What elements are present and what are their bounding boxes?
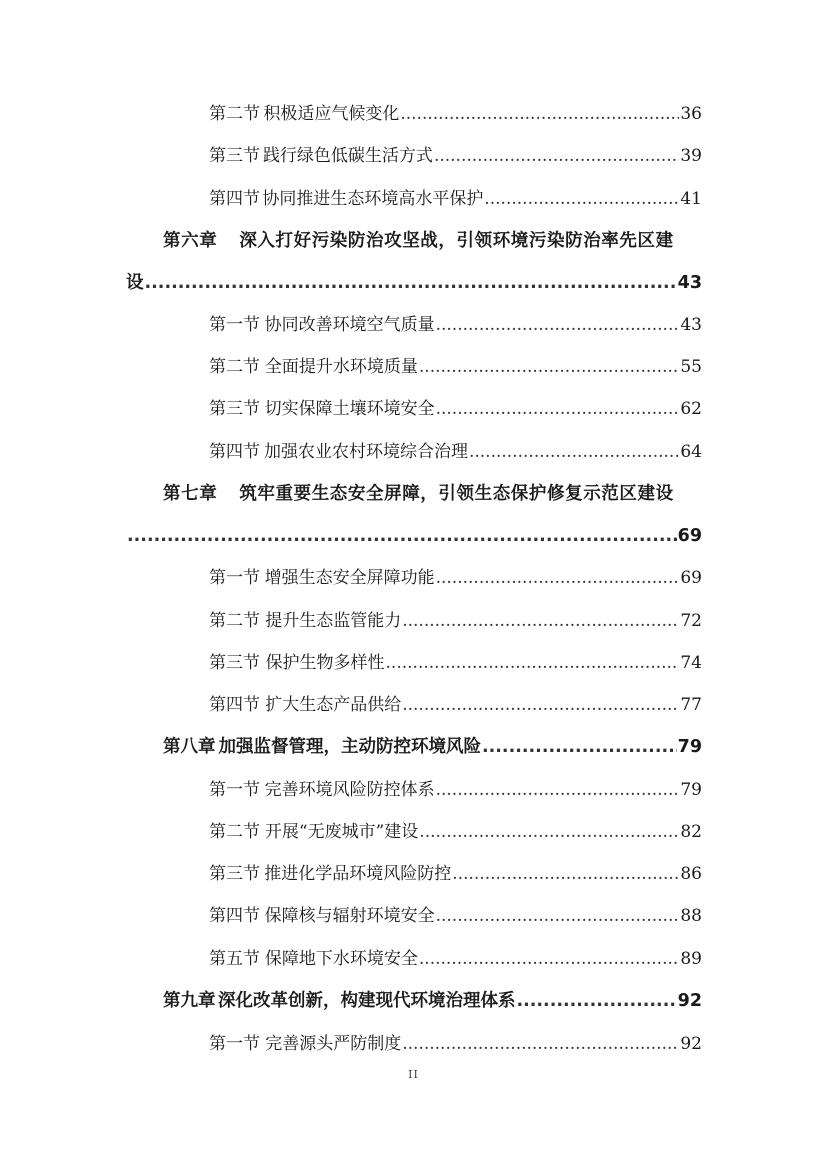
- toc-entry[interactable]: [209, 352, 702, 382]
- toc-title: 践行绿色低碳生活方式: [262, 146, 433, 166]
- toc-page: 86: [680, 864, 702, 884]
- toc-entry[interactable]: [209, 394, 702, 424]
- dot-leader: [469, 437, 679, 467]
- toc-entry[interactable]: [209, 901, 702, 931]
- toc-page: 77: [680, 695, 702, 715]
- toc-label: 第一节: [209, 1034, 260, 1054]
- dot-leader: [436, 394, 680, 424]
- toc-entry[interactable]: [209, 817, 702, 847]
- toc-title: 协同推进生态环境高水平保护: [262, 189, 484, 209]
- toc-label: 第四节: [209, 695, 260, 715]
- toc-label: 第九章: [163, 991, 216, 1011]
- toc-page: 72: [680, 611, 702, 631]
- toc-page: 43: [680, 315, 702, 335]
- dot-leader: [402, 690, 679, 720]
- toc-title: 提升生态监管能力: [265, 611, 402, 631]
- toc-entry[interactable]: [209, 437, 702, 467]
- toc-title: 协同改善环境空气质量: [264, 315, 435, 335]
- toc-page: 62: [680, 399, 702, 419]
- dot-leader: [434, 141, 679, 171]
- toc-title: 完善环境风险防控体系: [264, 780, 435, 800]
- dot-leader: [419, 817, 679, 847]
- toc-label: 第二节: [209, 822, 260, 842]
- toc-title: 加强监督管理，主动防控环境风险: [218, 737, 481, 757]
- toc-entry[interactable]: [209, 944, 702, 974]
- toc-title: 推进化学品环境风险防控: [264, 864, 452, 884]
- toc-page: 79: [680, 780, 702, 800]
- toc-label: 第六章: [163, 231, 218, 251]
- toc-title: 扩大生态产品供给: [265, 695, 402, 715]
- toc-chapter-entry-continued[interactable]: [126, 521, 702, 551]
- toc-entry[interactable]: [209, 648, 702, 678]
- dot-leader: [452, 859, 679, 889]
- toc-label: 第二节: [209, 104, 260, 124]
- toc-title: 全面提升水环境质量: [264, 357, 418, 377]
- toc-label: 第七章: [163, 484, 218, 504]
- dot-leader: [436, 563, 680, 593]
- dot-leader: [419, 352, 679, 382]
- toc-page: 69: [677, 526, 702, 546]
- toc-chapter-entry[interactable]: [163, 226, 702, 256]
- toc-label: 第二节: [209, 357, 260, 377]
- dot-leader: [386, 648, 680, 678]
- dot-leader: [484, 184, 679, 214]
- toc-title: 完善源头严防制度: [265, 1034, 402, 1054]
- toc-title: 开展“无废城市”建设: [264, 822, 419, 842]
- toc-title: 深化改革创新，构建现代环境治理体系: [217, 991, 516, 1011]
- toc-label: 第四节: [209, 189, 260, 209]
- dot-leader: [402, 1029, 679, 1059]
- toc-title: 加强农业农村环境综合治理: [263, 442, 468, 462]
- toc-page: 79: [677, 737, 702, 757]
- dot-leader: [402, 606, 679, 636]
- toc-chapter-entry-continued[interactable]: [126, 268, 702, 298]
- dot-leader: [482, 732, 677, 762]
- toc-page: 64: [680, 442, 702, 462]
- toc-chapter-entry[interactable]: [163, 986, 702, 1016]
- toc-entry[interactable]: [209, 141, 702, 171]
- dot-leader: [436, 310, 680, 340]
- dot-leader: [400, 99, 679, 129]
- toc-label: 第一节: [209, 568, 260, 588]
- toc-label: 第三节: [209, 399, 260, 419]
- dot-leader: [419, 944, 679, 974]
- toc-title: 保护生物多样性: [265, 653, 385, 673]
- toc-entry[interactable]: [209, 859, 702, 889]
- toc-label: 第一节: [209, 315, 260, 335]
- toc-label: 第三节: [209, 653, 260, 673]
- dot-leader: [436, 901, 680, 931]
- page-number-footer: II: [408, 1068, 419, 1081]
- toc-title: 切实保障土壤环境安全: [264, 399, 435, 419]
- toc-entry[interactable]: [209, 1029, 702, 1059]
- toc-title: 保障核与辐射环境安全: [264, 906, 435, 926]
- toc-page: 89: [680, 949, 702, 969]
- toc-label: 第五节: [209, 949, 260, 969]
- dot-leader: [145, 268, 677, 298]
- toc-entry[interactable]: [209, 775, 702, 805]
- toc-entry[interactable]: [209, 563, 702, 593]
- toc-page: 92: [677, 991, 702, 1011]
- toc-label: 第四节: [209, 442, 260, 462]
- toc-label: 第八章: [163, 737, 216, 757]
- toc-page: 69: [680, 568, 702, 588]
- toc-title: 积极适应气候变化: [263, 104, 400, 124]
- toc-page: 43: [677, 273, 702, 293]
- toc-title-line2: 设: [126, 273, 144, 293]
- toc-label: 第三节: [209, 146, 260, 166]
- toc-title-line1: 深入打好污染防治攻坚战，引领环境污染防治率先区建: [239, 231, 674, 251]
- toc-chapter-entry[interactable]: [163, 479, 702, 509]
- toc-page: 74: [680, 653, 702, 673]
- toc-page: 82: [680, 822, 702, 842]
- toc-label: 第一节: [209, 780, 260, 800]
- toc-chapter-entry[interactable]: [163, 732, 702, 762]
- toc-title: 增强生态安全屏障功能: [264, 568, 435, 588]
- toc-page: 39: [680, 146, 702, 166]
- toc-page: 36: [680, 104, 702, 124]
- toc-label: 第二节: [209, 611, 260, 631]
- toc-title: 保障地下水环境安全: [264, 949, 418, 969]
- toc-page: 92: [680, 1034, 702, 1054]
- toc-title-line1: 筑牢重要生态安全屏障，引领生态保护修复示范区建设: [239, 484, 674, 504]
- toc-page: 88: [680, 906, 702, 926]
- dot-leader: [127, 521, 677, 551]
- toc-page: 41: [680, 189, 702, 209]
- toc-entry[interactable]: [209, 184, 702, 214]
- dot-leader: [516, 986, 676, 1016]
- toc-entry[interactable]: [209, 99, 702, 129]
- toc-label: 第三节: [209, 864, 260, 884]
- toc-entry[interactable]: [209, 606, 702, 636]
- toc-label: 第四节: [209, 906, 260, 926]
- toc-entry[interactable]: [209, 310, 702, 340]
- toc-entry[interactable]: [209, 690, 702, 720]
- dot-leader: [436, 775, 680, 805]
- toc-page: 55: [680, 357, 702, 377]
